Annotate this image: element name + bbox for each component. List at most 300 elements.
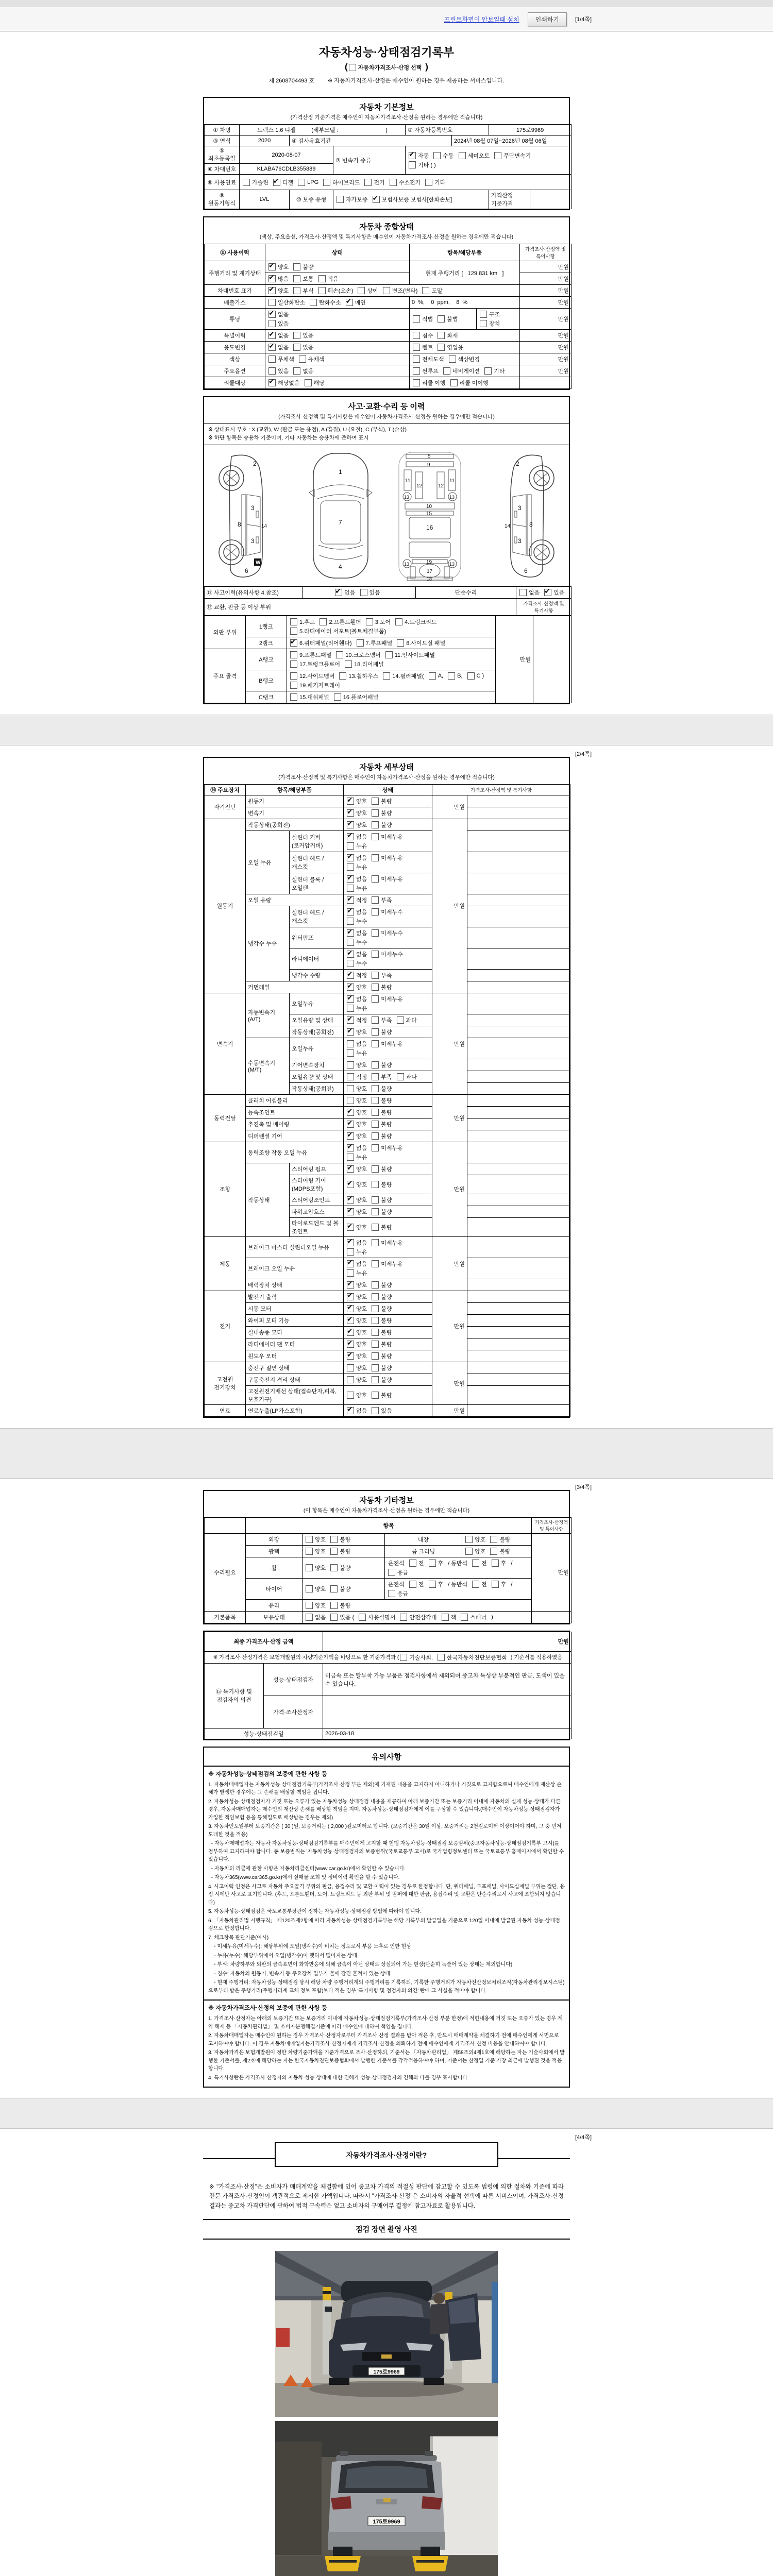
checkbox-option (372, 1144, 403, 1152)
checkbox-checked (347, 1181, 354, 1188)
checkbox-unchecked (519, 589, 527, 596)
checkbox-label: 무단변속기 (503, 153, 531, 159)
checkbox-checked (347, 798, 354, 805)
document-number-line (203, 76, 570, 91)
rankC-options (287, 691, 496, 703)
checkbox-unchecked (494, 152, 501, 159)
checkbox-option (372, 1120, 392, 1128)
mileage-state-1 (265, 261, 410, 273)
special-state (265, 330, 410, 342)
checkbox-checked (347, 1305, 354, 1312)
checkbox-option (268, 331, 289, 340)
rank1-options (287, 616, 496, 637)
checkbox-label: 불량 (340, 1536, 351, 1543)
checkbox-unchecked (413, 367, 420, 375)
vin-mark-label: 차대번호 표기 (205, 285, 265, 297)
checkbox-option (490, 1535, 510, 1544)
other-info-title: 자동차 기타정보 (359, 1496, 414, 1505)
notice-line: 2. 자동차매매업자는 매수인이 원하는 경우 가격조사·산정자로부터 가격조사·산정 결과를 받아 적은 후, 반드시 매매계약을 체결하기 전에 매수인에게 서면으로 고지하여야 합니다. 이 경우 자동차매매업자는가격조사·산정자에게 가격조사·산정을 의뢰하기 전에 매수인에게 가격조사·산정 비용을 안내하여야 합니다. (208, 2033, 561, 2047)
checkbox-label: 불량 (381, 1133, 392, 1140)
checkbox-option (347, 1239, 367, 1247)
checkbox-checked (373, 196, 380, 203)
checkbox-option (347, 938, 367, 946)
notice-line: ◦ 미세누유(미세누수): 해당부위에 오일(냉각수)이 비치는 정도로서 부품 노후로 인한 현상 (208, 1944, 411, 1950)
checkbox-unchecked (372, 821, 379, 828)
checkbox-option (347, 1049, 367, 1057)
basic-info-title: 자동차 기본정보 (359, 103, 414, 112)
checkbox-checked (347, 995, 354, 1003)
checkbox-option (544, 588, 564, 597)
svg-text:12: 12 (416, 483, 422, 489)
svg-text:11: 11 (405, 478, 411, 484)
price-info-paragraph: ※ "가격조사·산정"은 소비자가 매매계약을 체결함에 있어 중고차 가격의 적절성 판단에 참고할 수 있도록 법령에 의한 절차와 기준에 따라 전문 가격조사·산정인이 객관적으로 제시한 가액입니다. 따라서 "가격조사·산정"은 소비자의 자율적 선택에 따른 서비스이며, 가격조사·산정 결과는 중고차 가격판단에 관하여 법적 구속력은 없고 소비자의 구매여부 결정에 참고자료로 활용됩니다. (209, 2184, 564, 2209)
checkbox-unchecked (372, 1097, 379, 1104)
checkbox-label: 하이브리드 (332, 179, 360, 186)
checkbox-unchecked (372, 995, 379, 1003)
checkbox-option (306, 1585, 326, 1593)
checkbox-option (268, 298, 305, 307)
price-cell: 만원 (520, 297, 572, 309)
print-button[interactable]: 인쇄하기 (528, 12, 567, 26)
emission-label: 배출가스 (205, 297, 265, 309)
photo-section-title: 점검 장면 촬영 사진 (203, 2219, 570, 2240)
row-first-reg (205, 146, 572, 164)
other-info-table (204, 1517, 572, 1623)
checkbox-label: 미세누수 (381, 930, 403, 937)
checkbox-label: 리콜 미이행 (459, 380, 489, 386)
checkbox-label: 양호 (356, 1282, 367, 1289)
detail-status-section (203, 757, 570, 1418)
row-polish: 광택 양호 불량 룸 크리닝 양호 불량 (205, 1545, 572, 1557)
checkbox-option (347, 971, 367, 979)
checkbox-label: 불량 (381, 1282, 392, 1289)
checkbox-option (429, 1580, 444, 1588)
car-diagram-underbody (389, 449, 471, 582)
checkbox-label: 부족 (381, 972, 392, 979)
checkbox-option (372, 1040, 403, 1048)
checkbox-label: 자동차가격조사·산정 선택 (358, 64, 422, 71)
checkbox-label: C ) (476, 672, 484, 679)
checkbox-label: 1.후드 (299, 619, 315, 625)
tuning-legal (410, 309, 477, 330)
checkbox-option (339, 672, 378, 680)
checkbox-unchecked (290, 660, 297, 668)
checkbox-unchecked (465, 1536, 473, 1543)
install-print-plugin-link[interactable]: 프린트화면이 안보일때 설치 (444, 15, 519, 23)
checkbox-label: 기술사회, (409, 1654, 433, 1661)
row-rank1 (205, 616, 572, 637)
row-emission (205, 297, 572, 309)
checkbox-unchecked (347, 1097, 354, 1104)
checkbox-unchecked (449, 355, 456, 363)
checkbox-option (484, 367, 505, 375)
car-name-label: ① 차명 (205, 125, 240, 135)
checkbox-option (372, 929, 403, 937)
checkbox-option (330, 1547, 350, 1555)
price-cell: 만원 (520, 285, 572, 297)
col-price: 가격조사·산정액 및 특기사항 (432, 784, 570, 795)
row-vin-mark (205, 285, 572, 297)
svg-text:3: 3 (250, 537, 255, 545)
checkbox-option (293, 343, 313, 351)
checkbox-option (347, 1016, 367, 1024)
checkbox-checked (347, 1196, 354, 1204)
checkbox-label: 양호 (356, 1377, 367, 1383)
checkbox-option (372, 1340, 392, 1348)
checkbox-option (268, 355, 294, 363)
checkbox-label: 17.트렁크플로어 (299, 661, 341, 668)
checkbox-unchecked (372, 1329, 379, 1336)
checkbox-unchecked (461, 1614, 468, 1621)
checkbox-unchecked (293, 367, 300, 375)
checkbox-option (366, 618, 391, 626)
detail-status-table: ⑭ 주요장치 항목/해당부품 상태 가격조사·산정액 및 특기사항 자기진단 원동기 ✔ 양호 불량 만원 변속기 ✔ 양호 불량 원동기 작동상태(공회전) ✔ 양호 불량 만원 오일 누유 실린더 커버(로커암커버) ✔ 없음 미세누유 누유 실린더 헤드 / 개스킷 ✔ 없음 미세누유 누유 실린더 블록 / 오일팬 ✔ 없음 미세누유 누유 오일 유량 ✔ 적정 부족 냉각수 누수 실린더 헤드 / 개스킷 ✔ 없음 미세누수 누수 워터펌프 ✔ 없음 미세누수 누수 라디에이터 ✔ 없음 미세누수 누수 냉각수 수량 ✔ 적정 부족 커먼레일 ✔ 양호 불량 변속기 자동변속기 (A/T) 오일누유 ✔ 없음 미세누유 누유 만원 오일유량 및 상태 ✔ 적정 부족 과다 작동상태(공회전) ✔ 양호 불량 수동변속기 (M/T) 오일누유 없음 미세누유 누유 기어변속장치 양호 불량 오일유량 및 상태 적정 부족 과다 작동상태(공회전) 양호 불량 동력전달 클러치 어셈블리 양호 불량 만원 등속조인트 ✔ 양호 불량 추진축 및 베어링 ✔ 양호 불량 디퍼렌셜 기어 ✔ 양호 불량 조향 동력조향 작동 오일 누유 ✔ 없음 미세누유 누유 만원 작동상태 스티어링 펌프 ✔ 양호 불량 스티어링 기어(MDPS포함) ✔ 양호 불량 스티어링조인트 ✔ 양호 불량 파워고압호스 ✔ 양호 불량 타이로드엔드 및 볼 조인트 ✔ 양호 불량 제동 브레이크 마스터 실린더오일 누유 ✔ 없음 미세누유 누유 만원 브레이크 오일 누유 ✔ 없음 미세누유 누유 배력장치 상태 ✔ 양호 불량 전기 발전기 출력 ✔ 양호 불량 만원 시동 모터 ✔ 양호 불량 와이퍼 모터 기능 ✔ 양호 불량 실내송풍 모터 ✔ 양호 불량 라디에이터 팬 모터 ✔ 양호 불량 윈도우 모터 ✔ 양호 불량 고전원 전기장치 충전구 절연 상태 양호 불량 만원 구동축전지 격리 상태 양호 불량 고전원전기배선 상태(접속단자,피복,보호기구) 양호 불량 연료 연료누출(LP가스포함) ✔ 없음 있음 만원 (204, 784, 570, 1417)
checkbox-label: 양호 (356, 1109, 367, 1116)
svg-text:175로9969: 175로9969 (373, 2369, 400, 2376)
emission-options (265, 297, 410, 309)
checkbox-label: 많음 (278, 276, 289, 282)
row-recall (205, 377, 572, 389)
checkbox-label: 3.도어 (375, 619, 391, 625)
checkbox-label: 7.루프패널 (365, 640, 393, 647)
checkbox-unchecked (290, 618, 297, 625)
checkbox-unchecked (360, 589, 367, 596)
notice-sec2-items (204, 2013, 569, 2087)
page-marker-3: [3/4쪽] (575, 1484, 592, 1490)
checkbox-label: 보통 (303, 276, 314, 282)
checkbox-unchecked (395, 618, 402, 625)
car-front (325, 2281, 448, 2385)
checkbox-unchecked (347, 1248, 354, 1256)
inspection-date-label: 성능·상태점검일 (205, 1728, 323, 1739)
checkbox-unchecked (372, 809, 379, 817)
checkbox-label: 누유 (356, 1005, 367, 1012)
checkbox-checked (347, 1352, 354, 1360)
color-label: 색상 (205, 353, 265, 365)
checkbox-label: 안전삼각대 (409, 1614, 437, 1621)
col-price: 가격조사·산정액 및 특이사항 (520, 244, 572, 261)
overall-status-title: 자동차 종합상태 (359, 223, 414, 231)
checkbox-label: 양호 (315, 1536, 326, 1543)
checkbox-option (372, 983, 392, 991)
checkbox-checked (347, 854, 354, 861)
checkbox-option (347, 1028, 367, 1036)
checkbox-label: 후 (500, 1581, 507, 1588)
svg-text:13: 13 (449, 561, 455, 567)
checkbox-checked (347, 1281, 354, 1289)
checkbox-label: 양호 (356, 1086, 367, 1092)
checkbox-option (290, 627, 386, 635)
checkbox-unchecked (330, 1564, 338, 1571)
checkbox-unchecked (268, 299, 276, 306)
checkbox-option (372, 995, 403, 1003)
checkbox-label: 미세누유 (381, 876, 403, 883)
checkbox-option (372, 1028, 392, 1036)
checkbox-option (372, 1406, 392, 1415)
checkbox-unchecked (490, 1548, 497, 1555)
checkbox-option (448, 1580, 467, 1588)
checkbox-label: 불량 (381, 798, 392, 805)
checkbox-option (290, 672, 334, 680)
checkbox-label: 해당없음 (278, 380, 300, 386)
car-diagram-top (302, 449, 379, 582)
checkbox-option (467, 672, 484, 680)
checkbox-unchecked (400, 1654, 407, 1661)
svg-text:13: 13 (404, 494, 409, 500)
checkbox-label: 없음 (278, 333, 289, 339)
checkbox-option (273, 178, 293, 187)
checkbox-option (347, 1073, 367, 1081)
checkbox-option (347, 854, 367, 862)
checkbox-unchecked (383, 672, 390, 680)
checkbox-unchecked (390, 179, 397, 186)
checkbox-label: 잭 (450, 1614, 457, 1621)
checkbox-unchecked (345, 660, 352, 668)
checkbox-option (347, 1223, 367, 1231)
checkbox-option (358, 286, 378, 295)
checkbox-option (519, 588, 540, 597)
checkbox-option (347, 1180, 367, 1189)
checkbox-label: 불량 (381, 1306, 392, 1312)
inspection-label: ④ 검사유효기간 (290, 135, 452, 146)
checkbox-option (413, 315, 433, 323)
checkbox-option (268, 310, 289, 318)
color-state (265, 353, 410, 365)
header-row (205, 1517, 572, 1533)
checkbox-label: 누유 (356, 885, 367, 892)
checkbox-option (347, 863, 367, 871)
checkbox-unchecked (347, 1073, 354, 1080)
checkbox-label: 누수 (356, 939, 367, 946)
checkbox-unchecked (347, 1005, 354, 1012)
checkbox-option (490, 1547, 510, 1555)
checkbox-label: 양호 (356, 1029, 367, 1036)
checkbox-unchecked (318, 275, 326, 282)
checkbox-unchecked (320, 618, 327, 625)
svg-text:17: 17 (426, 568, 432, 574)
checkbox-option (438, 343, 463, 351)
simple-repair-label: 단순수리 (416, 586, 516, 598)
detail-status-title: 자동차 세부상태 (359, 762, 414, 772)
checkbox-label: 있음 (278, 368, 289, 375)
checkbox-label: 불량 (381, 1121, 392, 1128)
checkbox-option (347, 1376, 367, 1384)
checkbox-unchecked (397, 1016, 404, 1024)
checkbox-label: 6.쿼터패널(리어휀다) (299, 640, 352, 647)
checkbox-option (345, 660, 384, 668)
checkbox-unchecked (347, 1049, 354, 1057)
checkbox-option (293, 263, 313, 271)
checkbox-checked (347, 875, 354, 883)
checkbox-unchecked (339, 672, 346, 680)
checkbox-option (413, 367, 439, 375)
checkbox-label: 누유 (356, 843, 367, 850)
checkbox-label: 유채색 (308, 357, 325, 363)
checkbox-option (480, 319, 500, 328)
checkbox-checked (544, 589, 551, 596)
final-price-section (203, 1631, 570, 1740)
checkbox-option (347, 1260, 367, 1268)
simple-repair-state (516, 586, 572, 598)
opinion-label: ⑮ 특기사항 및 점검자의 의견 (205, 1663, 264, 1728)
checkbox-label: 전 (481, 1581, 487, 1588)
checkbox-label: 19.패키지트레이 (299, 682, 341, 689)
checkbox-unchecked (438, 315, 445, 323)
page-3 (0, 1479, 773, 2098)
checkbox-unchecked (347, 1040, 354, 1047)
page-4 (0, 2129, 773, 2576)
checkbox-unchecked (330, 1602, 338, 1609)
option-state (265, 365, 410, 377)
checkbox-label: 적정 (356, 1074, 367, 1080)
checkbox-label: 전 (481, 1560, 487, 1567)
checkbox-label: 네비게이션 (452, 368, 480, 375)
svg-text:1: 1 (339, 468, 342, 476)
checkbox-label: 누유 (356, 1050, 367, 1057)
checkbox-option (268, 367, 289, 375)
checkbox-label: 후 (438, 1581, 444, 1588)
engine-type-label: ⑨ 원동기형식 (205, 190, 240, 209)
checkbox-checked (347, 1109, 354, 1116)
checkbox-unchecked (372, 1208, 379, 1215)
checkbox-option (450, 379, 489, 387)
checkbox-option (438, 331, 458, 340)
car-diagram-side-right (480, 449, 562, 582)
page-break-2 (0, 1428, 773, 1479)
svg-text:8: 8 (237, 520, 241, 528)
notice-line: ◦ 현재 주행거리: 자동차성능·상태점검 당시 해당 차량 주행거리계의 주행거리를 기록하되, 기록한 주행거리가 자동차전산정보처리조직(자동차관리정보시스템)으로부터 받은 주행거리(주행거리계 교체 정보 포함)보다 적은 경우 '특기사항 및 점검자의 의견' 란에 그 사실을 적어야 합니다. (208, 1980, 565, 1994)
checkbox-option (335, 588, 355, 597)
col-state: 상태 (265, 244, 410, 261)
checkbox-label: 불량 (381, 1317, 392, 1324)
checkbox-option (372, 1260, 403, 1268)
checkbox-option (438, 315, 458, 323)
checkbox-option (349, 63, 422, 72)
checkbox-label: 양호 (356, 984, 367, 991)
checkbox-option (364, 178, 384, 187)
checkbox-unchecked (397, 1073, 404, 1080)
checkbox-option (347, 917, 367, 925)
overall-status-table (204, 244, 572, 389)
checkbox-label: / 동반석 (448, 1560, 468, 1567)
basic-info-section (203, 97, 570, 210)
checkbox-unchecked (429, 1581, 436, 1588)
checkbox-unchecked (400, 1614, 407, 1621)
checkbox-label: 적정 (356, 972, 367, 979)
checkbox-label: 무채색 (278, 357, 294, 363)
checkbox-option (347, 1096, 367, 1105)
svg-text:4: 4 (339, 563, 342, 570)
checkbox-unchecked (347, 1269, 354, 1277)
checkbox-unchecked (450, 379, 458, 386)
notice-line: 6. 「자동차관리법 시행규칙」 제120조제2항에 따라 자동차성능·상태점검기록부는 해당 기록부의 발급일을 기준으로 120일 이내에 발급된 자동차 성능·상태점검으로 한정합니다. (208, 1918, 560, 1931)
checkbox-checked (268, 287, 276, 294)
checkbox-unchecked (442, 1614, 449, 1621)
checkbox-label: 15.대쉬패널 (299, 694, 329, 701)
checkbox-unchecked (293, 332, 300, 339)
checkbox-option (372, 950, 403, 958)
checkbox-unchecked (366, 618, 373, 625)
notice-line: ◦ 침수: 자동차의 원동기, 변속기 등 주요장치 일부가 물에 잠긴 흔적이 있는 상태 (208, 1971, 391, 1977)
checkbox-checked (347, 929, 354, 937)
checkbox-label: 도말 (431, 288, 443, 294)
checkbox-label: 일산화탄소 (278, 300, 306, 306)
checkbox-label: 자동 (418, 153, 429, 159)
checkbox-option (429, 672, 443, 680)
checkbox-option (347, 1364, 367, 1372)
recall-state (265, 377, 410, 389)
tuning-kind (477, 309, 520, 330)
checkbox-label: 불량 (381, 1166, 392, 1173)
other-info-subtitle: (이 항목은 매수인이 자동차가격조사·산정을 원하는 경우에만 적습니다) (303, 1507, 470, 1514)
checkbox-checked (347, 984, 354, 991)
svg-text:2: 2 (253, 460, 257, 467)
checkbox-unchecked (299, 355, 306, 363)
checkbox-option (433, 151, 453, 160)
checkbox-unchecked (268, 367, 276, 375)
checkbox-unchecked (413, 315, 420, 323)
checkbox-unchecked (268, 355, 276, 363)
checkbox-option (337, 195, 368, 204)
checkbox-unchecked (330, 1614, 338, 1621)
checkbox-unchecked (372, 984, 379, 991)
checkbox-label: 양호 (278, 288, 289, 294)
checkbox-label: 불량 (381, 1377, 392, 1383)
checkbox-option (372, 1316, 392, 1325)
checkbox-option (480, 310, 500, 318)
checkbox-checked (273, 179, 280, 186)
checkbox-unchecked (472, 1560, 479, 1567)
checkbox-option (330, 1585, 350, 1593)
car-rear (328, 2451, 445, 2556)
checkbox-label: 양호 (356, 798, 367, 805)
price-cell: 만원 (520, 353, 572, 365)
checkbox-option (372, 1376, 392, 1384)
checkbox-label: 누유 (356, 1154, 367, 1161)
checkbox-option (491, 1614, 493, 1620)
checkbox-option (359, 1613, 395, 1621)
checkbox-option (459, 151, 490, 160)
row-color (205, 353, 572, 365)
checkbox-label: 운전석 (388, 1560, 405, 1567)
svg-text:5: 5 (427, 453, 431, 459)
checkbox-checked (346, 299, 353, 306)
checkbox-unchecked (385, 651, 393, 658)
checkbox-option (347, 1352, 367, 1360)
checkbox-label: 세미오토 (467, 153, 490, 159)
svg-text:9: 9 (427, 462, 430, 468)
checkbox-option (492, 1580, 507, 1588)
checkbox-checked (347, 951, 354, 958)
usage-label: 용도변경 (205, 342, 265, 353)
row-glass: 유리 양호 불량 (205, 1599, 572, 1611)
checkbox-unchecked (372, 1109, 379, 1116)
checkbox-option (290, 681, 340, 689)
checkbox-label: 누유 (356, 864, 367, 871)
year-label: ③ 연식 (205, 135, 240, 146)
checkbox-checked (268, 263, 276, 270)
checkbox-unchecked (372, 951, 379, 958)
checkbox-unchecked (349, 64, 356, 71)
accident-subtitle: (가격조사·산정액 및 특기사항은 매수인이 자동차가격조사·산정을 원하는 경우에만 적습니다) (278, 414, 495, 420)
checkbox-option (293, 331, 313, 340)
warranty-label: ⑩ 보증 유형 (290, 190, 333, 209)
checkbox-unchecked (336, 651, 343, 658)
checkbox-option (511, 1581, 512, 1587)
checkbox-label: 없음 (356, 855, 367, 861)
first-reg-value: 2020-08-07 (240, 146, 333, 164)
checkbox-label: 후 (438, 1560, 444, 1567)
